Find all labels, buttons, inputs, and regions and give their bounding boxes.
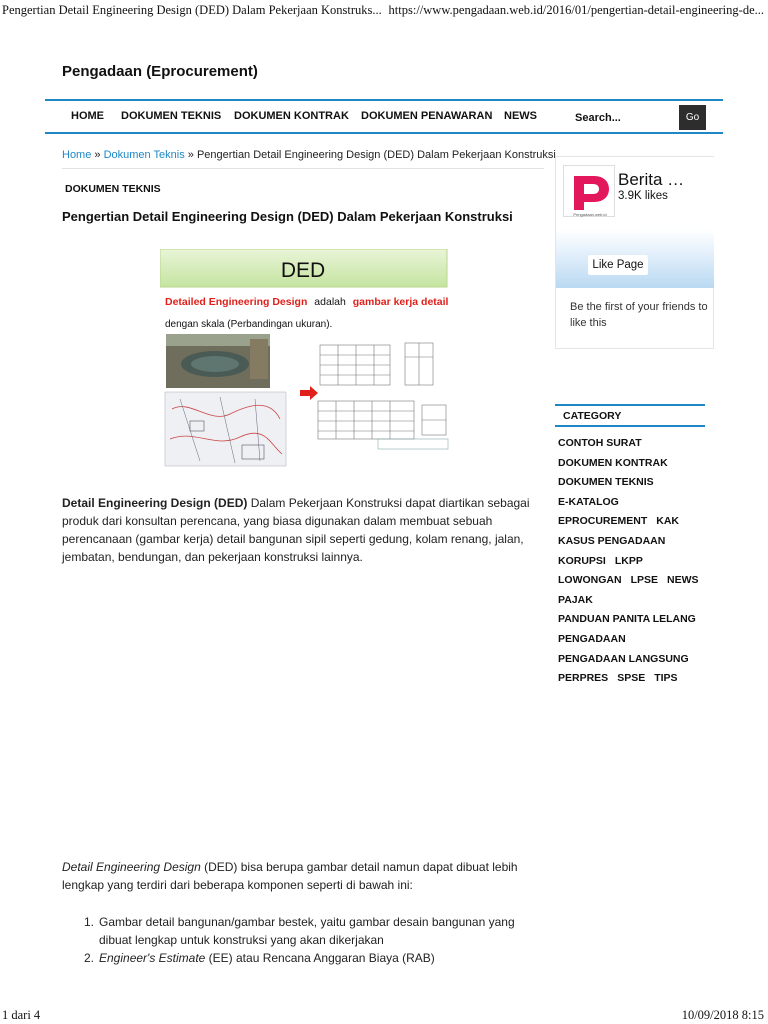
site-title[interactable]: Pengadaan (Eprocurement) (62, 63, 258, 80)
category-row (558, 434, 718, 454)
category-row (558, 493, 718, 513)
category-row (558, 532, 718, 552)
category-link[interactable]: PERPRES (558, 672, 609, 685)
category-link[interactable]: DOKUMEN TEKNIS (558, 476, 654, 489)
post-paragraph-1-text: Dalam Pekerjaan Konstruksi dapat diartikan sebagai produk dari konsultan perencana, yang biasa digunakan dalam membuat sebuah perencanaan (gambar kerja) detail bangunan sipil seperti gedung, kolam renang, jalan, jembatan, bendungan, dan pekerjaan konstruksi lainnya. (62, 496, 530, 564)
category-row (558, 571, 718, 591)
breadcrumb-divider (62, 168, 544, 169)
category-row (558, 454, 718, 474)
page-logo-icon (564, 166, 616, 218)
breadcrumb (62, 149, 556, 161)
svg-text:Pengadaan.web.id: Pengadaan.web.id (573, 212, 607, 217)
list-item (84, 913, 534, 949)
component-list (84, 913, 534, 967)
site-photo (166, 334, 270, 388)
list-item-text: Gambar detail bangunan/gambar bestek, yaitu gambar desain bangunan yang dibuat lengkap untuk konstruksi yang akan dikerjakan (99, 915, 515, 947)
category-link[interactable]: DOKUMEN KONTRAK (558, 456, 668, 469)
category-link[interactable]: PAJAK (558, 593, 593, 606)
figure-caption-line1: Detailed Engineering Design adalah gambar kerja detail (165, 296, 449, 308)
category-list (558, 434, 718, 689)
post-category-label[interactable]: DOKUMEN TEKNIS (65, 183, 161, 195)
facebook-friends-text: Be the first of your friends to like this (570, 301, 708, 329)
nav-item-news[interactable]: NEWS (504, 110, 537, 122)
page-logo[interactable] (563, 165, 615, 217)
post-paragraph-2 (62, 858, 540, 894)
technical-drawing-top (320, 343, 433, 385)
category-link[interactable]: TIPS (654, 672, 678, 685)
print-page-url: https://www.pengadaan.web.id/2016/01/pengertian-detail-engineering-de... (388, 3, 764, 17)
category-link[interactable]: KASUS PENGADAAN (558, 534, 666, 547)
category-row (558, 669, 718, 689)
category-link[interactable]: SPSE (617, 672, 646, 685)
nav-item-dokumen-teknis[interactable]: DOKUMEN TEKNIS (121, 110, 222, 122)
print-page-number: 1 dari 4 (2, 1008, 41, 1022)
category-link[interactable]: PENGADAAN (558, 632, 626, 645)
figure-heading: DED (280, 259, 326, 282)
category-row (558, 610, 718, 630)
category-link[interactable]: NEWS (667, 574, 699, 587)
arrow-right-icon (300, 386, 318, 400)
list-item-italic: Engineer's Estimate (99, 951, 206, 965)
list-item (84, 949, 534, 967)
nav-item-home[interactable]: HOME (71, 110, 104, 122)
facebook-cover (556, 157, 714, 288)
breadcrumb-category-link[interactable]: Dokumen Teknis (103, 149, 185, 161)
list-item-number: 2. (84, 951, 95, 965)
nav-item-dokumen-penawaran[interactable]: DOKUMEN PENAWARAN (361, 110, 493, 122)
figure-caption-line2: dengan skala (Perbandingan ukuran). (165, 319, 333, 330)
category-link[interactable]: EPROCUREMENT (558, 515, 648, 528)
category-row (558, 650, 718, 670)
category-link[interactable]: PENGADAAN LANGSUNG (558, 652, 689, 665)
technical-drawing-bottom (318, 401, 448, 449)
category-link[interactable]: E-KATALOG (558, 495, 619, 508)
breadcrumb-separator: » (94, 149, 101, 161)
facebook-page-name[interactable]: Berita … (618, 170, 685, 189)
print-page-title: Pengertian Detail Engineering Design (DED) Dalam Pekerjaan Konstruks... (2, 3, 382, 17)
print-datetime: 10/09/2018 8:15 (681, 1008, 764, 1022)
category-row (558, 512, 718, 532)
category-link[interactable]: PANDUAN PANITA LELANG (558, 613, 696, 626)
category-link[interactable]: LKPP (614, 554, 643, 567)
post-paragraph-2-text: (DED) bisa berupa gambar detail namun dapat dibuat lebih lengkap yang terdiri dari beberapa komponen seperti di bawah ini: (62, 860, 518, 892)
category-row (558, 552, 718, 572)
post-paragraph-1 (62, 494, 540, 566)
post-title: Pengertian Detail Engineering Design (DED) Dalam Pekerjaan Konstruksi (62, 209, 513, 224)
category-link[interactable]: LPSE (630, 574, 659, 587)
category-link[interactable]: KORUPSI (558, 554, 606, 567)
category-row (558, 591, 718, 611)
ded-illustration (160, 249, 455, 471)
category-link[interactable]: LOWONGAN (558, 574, 622, 587)
breadcrumb-current: Pengertian Detail Engineering Design (DED) Dalam Pekerjaan Konstruksi (196, 149, 556, 161)
list-item-text-rest: (EE) atau Rencana Anggaran Biaya (RAB) (205, 951, 435, 965)
nav-item-dokumen-kontrak[interactable]: DOKUMEN KONTRAK (234, 110, 349, 122)
list-item-number: 1. (84, 915, 95, 929)
main-nav (45, 99, 723, 134)
post-paragraph-1-bold: Detail Engineering Design (DED) (62, 496, 248, 510)
breadcrumb-home-link[interactable]: Home (62, 149, 92, 161)
category-link[interactable]: KAK (656, 515, 680, 528)
category-row (558, 630, 718, 650)
like-page-button[interactable]: Like Page (588, 255, 648, 275)
breadcrumb-separator: » (187, 149, 194, 161)
category-widget-title: CATEGORY (555, 404, 705, 427)
sketch-drawing (165, 392, 286, 466)
facebook-page-widget (555, 156, 714, 349)
facebook-likes-count: 3.9K likes (618, 190, 668, 202)
category-link[interactable]: CONTOH SURAT (558, 437, 642, 449)
category-row (558, 473, 718, 493)
go-button[interactable]: Go (679, 105, 706, 130)
print-header (0, 0, 768, 22)
print-footer (0, 1006, 768, 1024)
post-paragraph-2-italic: Detail Engineering Design (62, 860, 201, 874)
